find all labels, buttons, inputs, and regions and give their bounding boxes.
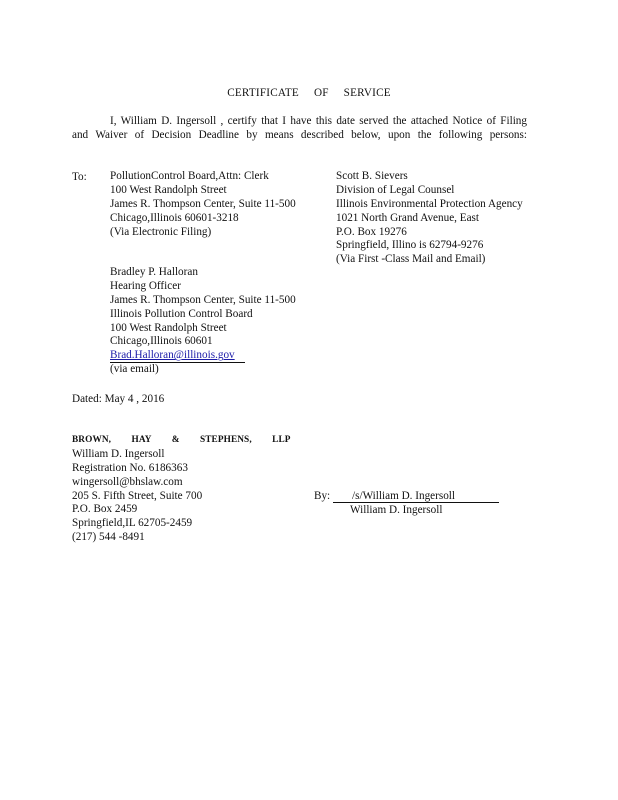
address-line: Illinois Pollution Control Board [110,307,253,320]
address-line: 1021 North Grand Avenue, East [336,211,480,224]
firm-line: P.O. Box 2459 [72,503,138,516]
address-line: PollutionControl Board,Attn: Clerk [110,170,269,182]
address-line: Illinois Environmental Protection Agency [336,197,523,210]
address-line: 100 West Randolph Street [110,183,227,196]
firm-block [72,434,291,545]
firm-line: William D. Ingersoll [72,447,165,460]
signer-name: William D. Ingersoll [350,504,443,516]
email-underline [110,362,245,363]
address-line: Hearing Officer [110,279,181,292]
address-line: P.O. Box 19276 [336,225,407,238]
address-line: Scott B. Sievers [336,170,408,182]
delivery-method: (Via Electronic Filing) [110,225,212,238]
firm-line: Springfield,IL 62705-2459 [72,517,193,530]
intro-line-1: I, William D. Ingersoll , certify that I have this date served the attached Notice of Filing [110,115,527,127]
by-label: By: [314,490,331,502]
firm-line: Registration No. 6186363 [72,461,188,474]
address-line: Chicago,Illinois 60601 [110,335,213,348]
delivery-method: (Via First -Class Mail and Email) [336,253,486,266]
firm-line: (217) 544 -8491 [72,531,145,544]
dated-line: Dated: May 4 , 2016 [72,393,165,405]
electronic-signature: /s/William D. Ingersoll [352,490,456,502]
address-line: Division of Legal Counsel [336,183,455,196]
delivery-method: (via email) [110,363,159,376]
address-line: Bradley P. Halloran [110,266,198,278]
firm-name: BROWN, HAY & STEPHENS, LLP [72,435,291,445]
recipient-scott-sievers [336,170,523,267]
email-link[interactable]: Brad.Halloran@illinois.gov [110,349,235,362]
intro-paragraph [72,114,527,142]
address-line: James R. Thompson Center, Suite 11-500 [110,197,296,210]
firm-line: 205 S. Fifth Street, Suite 700 [72,489,203,502]
recipient-bradley-halloran [110,266,296,377]
address-line: 100 West Randolph Street [110,321,227,334]
document-title: CERTIFICATE OF SERVICE [227,87,391,99]
intro-line-2: and Waiver of Decision Deadline by means described below, upon the following persons: [72,129,527,141]
firm-line: wingersoll@bhslaw.com [72,475,183,488]
to-label: To: [72,171,87,183]
recipient-pollution-control-board [110,170,296,239]
address-line: Chicago,Illinois 60601-3218 [110,211,239,224]
address-line: Springfield, Illino is 62794-9276 [336,239,484,252]
address-line: James R. Thompson Center, Suite 11-500 [110,293,296,306]
